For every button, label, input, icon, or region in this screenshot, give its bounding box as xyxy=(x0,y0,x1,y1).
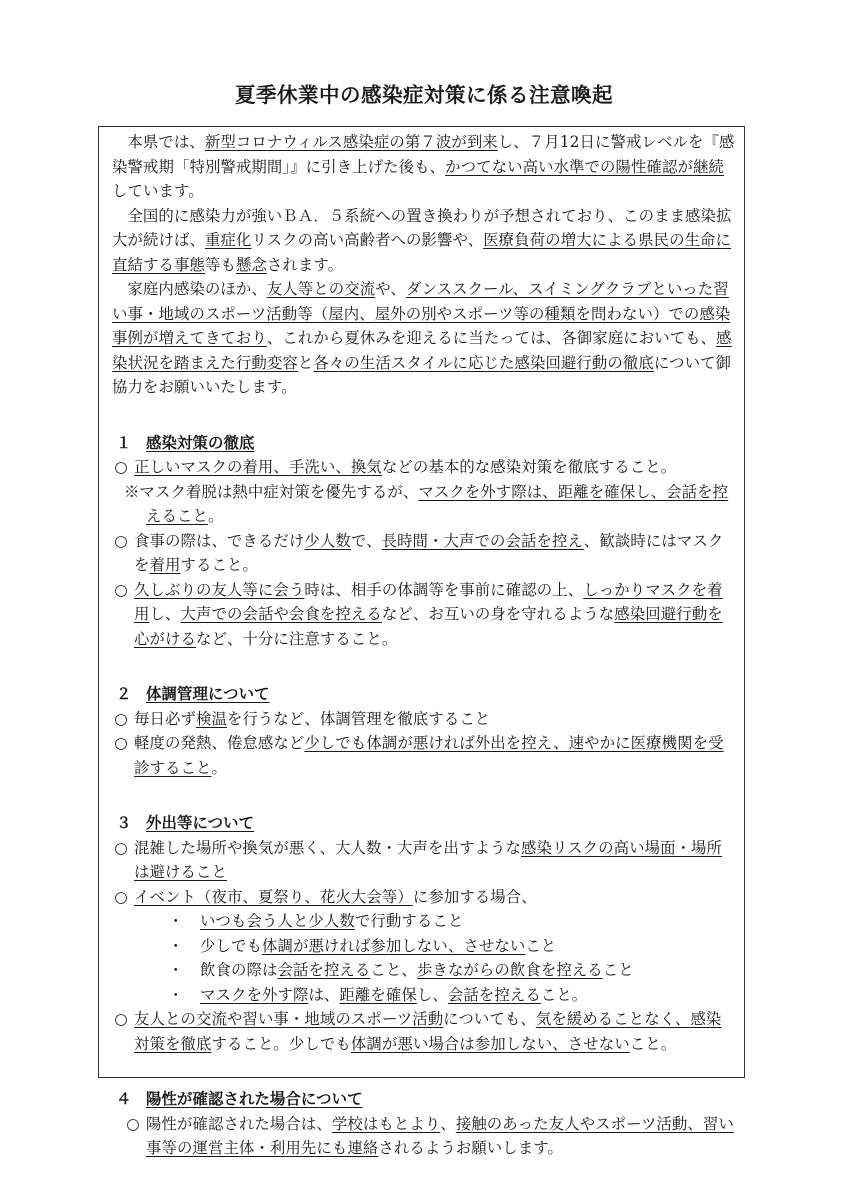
circle-item xyxy=(112,885,736,910)
underlined-text: ダンススクール、スイミングクラブといった習い事・地域のスポーツ活動等（屋内、屋外の別やスポーツ等の種類を問わない）での感染事例が増えてきており xyxy=(112,280,731,347)
text-run: すること。 xyxy=(180,556,258,574)
bullet-item xyxy=(112,909,736,934)
section-heading xyxy=(112,682,736,707)
document-title: 夏季休業中の感染症対策に係る注意喚起 xyxy=(235,83,613,107)
underlined-text: 医療負荷の増大による県民の生命に直結する事態 xyxy=(112,231,732,274)
bullet-item xyxy=(112,958,736,983)
section-heading-text: 体調管理について xyxy=(146,685,270,703)
underlined-text: 久しぶりの友人等に会う xyxy=(134,580,305,599)
circle-mark: ○ xyxy=(114,887,128,906)
text-run: 全国的に感染力が強いＢＡ．５系統への置き換わりが予想されており、このまま感染拡大が続けば、 xyxy=(112,206,732,249)
text-run: 時は、相手の体調等を事前に確認の上、 xyxy=(304,580,584,599)
underlined-text: 体調が悪い場合は参加しない、させない xyxy=(350,1034,630,1053)
text-run: 等も xyxy=(204,255,236,274)
underlined-text: 体調が悪ければ参加しない、させない xyxy=(261,936,526,955)
underlined-text: 少しでも体調が悪ければ外出を控え、速やかに医療機関を受診すること xyxy=(134,734,724,777)
section-heading xyxy=(112,811,736,836)
text-run: し、 xyxy=(149,605,181,623)
section-heading-text: 外出等について xyxy=(146,814,255,832)
intro-paragraph xyxy=(112,130,736,204)
text-run: しています。 xyxy=(112,182,204,200)
section-heading-text: 感染対策の徹底 xyxy=(146,433,255,452)
section-number: １ xyxy=(116,433,132,452)
underlined-text: 感染リスクの高い場面・場所は避けること xyxy=(134,838,723,881)
text-run: で行動すること xyxy=(354,912,464,930)
text-run: こと xyxy=(602,961,634,979)
bullet-item xyxy=(112,934,736,959)
bullet-item xyxy=(112,983,736,1008)
text-run: 飲食の際は xyxy=(200,961,278,979)
circle-mark: ○ xyxy=(114,458,128,476)
text-run: こと。 xyxy=(629,1034,677,1053)
text-run: 毎日必ず xyxy=(134,709,196,728)
underlined-text: 感染回避行動を心がける xyxy=(134,605,723,648)
text-run: 軽度の発熱、倦怠感など xyxy=(134,734,305,752)
circle-item xyxy=(112,1112,736,1161)
text-run: や、 xyxy=(375,280,406,298)
bullet-mark: ・ xyxy=(168,961,184,979)
text-run: で、 xyxy=(350,531,382,550)
text-run: し、７月12日に警戒レベルを『感染警戒期「特別警戒期間」』に引き上げた後も、 xyxy=(112,133,735,176)
underlined-text: 友人との交流や習い事・地域のスポーツ活動 xyxy=(134,1010,444,1028)
text-run: 混雑した場所や換気が悪く、大人数・大声を出すような xyxy=(134,838,521,857)
text-run: について御協力をお願いいたします。 xyxy=(112,353,732,396)
circle-item xyxy=(112,731,736,780)
section-heading xyxy=(112,1087,736,1112)
section-heading xyxy=(112,431,736,456)
text-run: など、十分に注意すること。 xyxy=(195,629,398,648)
underlined-text: 着用 xyxy=(149,556,181,574)
section-heading-text: 陽性が確認された場合について xyxy=(146,1090,363,1108)
bullet-mark: ・ xyxy=(168,985,184,1004)
underlined-text: 検温 xyxy=(195,709,227,728)
text-run: されるようお願いします。 xyxy=(378,1139,564,1157)
circle-mark: ○ xyxy=(126,1114,140,1133)
text-run: こと xyxy=(525,936,557,955)
note-item xyxy=(112,480,736,529)
underlined-text: 正しいマスクの着用、手洗い、換気 xyxy=(134,458,382,476)
underlined-text: 会話を控える xyxy=(277,961,371,979)
text-run: と xyxy=(297,353,314,372)
text-run: についても、 xyxy=(443,1010,536,1028)
section-number: ４ xyxy=(116,1090,132,1108)
notice-body xyxy=(112,130,736,1161)
circle-item xyxy=(112,836,736,885)
underlined-text: 気を緩めることなく、感染対策を徹底 xyxy=(134,1010,722,1053)
text-run: 陽性が確認された場合は、 xyxy=(146,1114,332,1133)
underlined-text: 歩きながらの飲食を控える xyxy=(416,961,603,979)
circle-item xyxy=(112,578,736,652)
underlined-text: 懸念 xyxy=(235,255,267,274)
text-run: 食事の際は、できるだけ xyxy=(134,531,305,550)
text-run: 本県では、 xyxy=(127,133,205,151)
circle-item xyxy=(112,707,736,732)
text-run: されます。 xyxy=(266,255,344,274)
section-number: ２ xyxy=(116,685,132,703)
underlined-text: 重症化 xyxy=(204,231,252,249)
text-run: 。 xyxy=(207,507,224,525)
underlined-text: しっかりマスクを着用 xyxy=(134,580,723,623)
text-run: すること。少しでも xyxy=(211,1034,351,1053)
underlined-text: 長時間・大声での会話を控え xyxy=(381,531,584,550)
underlined-text: 学校はもとより xyxy=(331,1114,441,1133)
bullet-mark: ・ xyxy=(168,936,184,955)
underlined-text: 会話を控える xyxy=(447,985,541,1004)
text-run: リスクの高い高齢者への影響や、 xyxy=(251,231,484,249)
text-run: は、 xyxy=(308,985,340,1004)
intro-paragraph xyxy=(112,204,736,278)
underlined-text: 大声での会話や会食を控える xyxy=(180,605,382,623)
section-number: ３ xyxy=(116,814,132,832)
circle-item xyxy=(112,1007,736,1056)
text-run: こと。 xyxy=(540,985,588,1004)
text-run: 、歓談時にはマスクを xyxy=(134,531,724,574)
circle-mark: ○ xyxy=(114,709,128,728)
circle-mark: ○ xyxy=(114,580,128,599)
circle-mark: ○ xyxy=(114,734,128,752)
underlined-text: マスクを外す際は、距離を確保し、会話を控えること xyxy=(146,482,729,525)
underlined-text: マスクを外す際 xyxy=(200,985,309,1004)
underlined-text: 新型コロナウィルス感染症の第７波が到来 xyxy=(204,133,498,151)
circle-mark: ○ xyxy=(114,1010,128,1028)
text-run: を行うなど、体調管理を徹底すること xyxy=(226,709,491,728)
text-run: 家庭内感染のほか、 xyxy=(127,280,267,298)
text-run: し、 xyxy=(416,985,448,1004)
underlined-text: 友人等との交流 xyxy=(266,280,376,298)
bullet-mark: ・ xyxy=(168,912,184,930)
text-run: 少しでも xyxy=(200,936,262,955)
underlined-text: いつも会う人と少人数 xyxy=(200,912,355,930)
text-run: ※マスク着脱は熱中症対策を優先するが、 xyxy=(124,482,419,501)
underlined-text: 少人数 xyxy=(304,531,351,550)
underlined-text: 距離を確保 xyxy=(339,985,417,1004)
circle-mark: ○ xyxy=(114,531,128,550)
text-run: 、これから夏休みを迎えるに当たっては、各御家庭においても、 xyxy=(266,329,717,347)
underlined-text: かつてない高い水準での陽性確認が継続 xyxy=(445,157,724,176)
text-run: などの基本的な感染対策を徹底すること。 xyxy=(381,458,677,476)
intro-paragraph xyxy=(112,277,736,400)
circle-item xyxy=(112,529,736,578)
circle-mark: ○ xyxy=(114,838,128,857)
text-run: に参加する場合、 xyxy=(412,887,537,906)
text-run: など、お互いの身を守れるような xyxy=(381,605,615,623)
circle-item xyxy=(112,455,736,480)
text-run: 、 xyxy=(440,1114,456,1133)
underlined-text: 感染状況を踏まえた行動変容 xyxy=(112,329,732,372)
underlined-text: 接触のあった友人やスポーツ活動、習い事等の運営主体・利用先にも連絡 xyxy=(146,1114,734,1157)
text-run: 。 xyxy=(211,758,227,777)
underlined-text: 各々の生活スタイルに応じた感染回避行動の徹底 xyxy=(313,353,654,372)
text-run: こと、 xyxy=(370,961,417,979)
underlined-text: イベント（夜市、夏祭り、花火大会等） xyxy=(134,887,413,906)
